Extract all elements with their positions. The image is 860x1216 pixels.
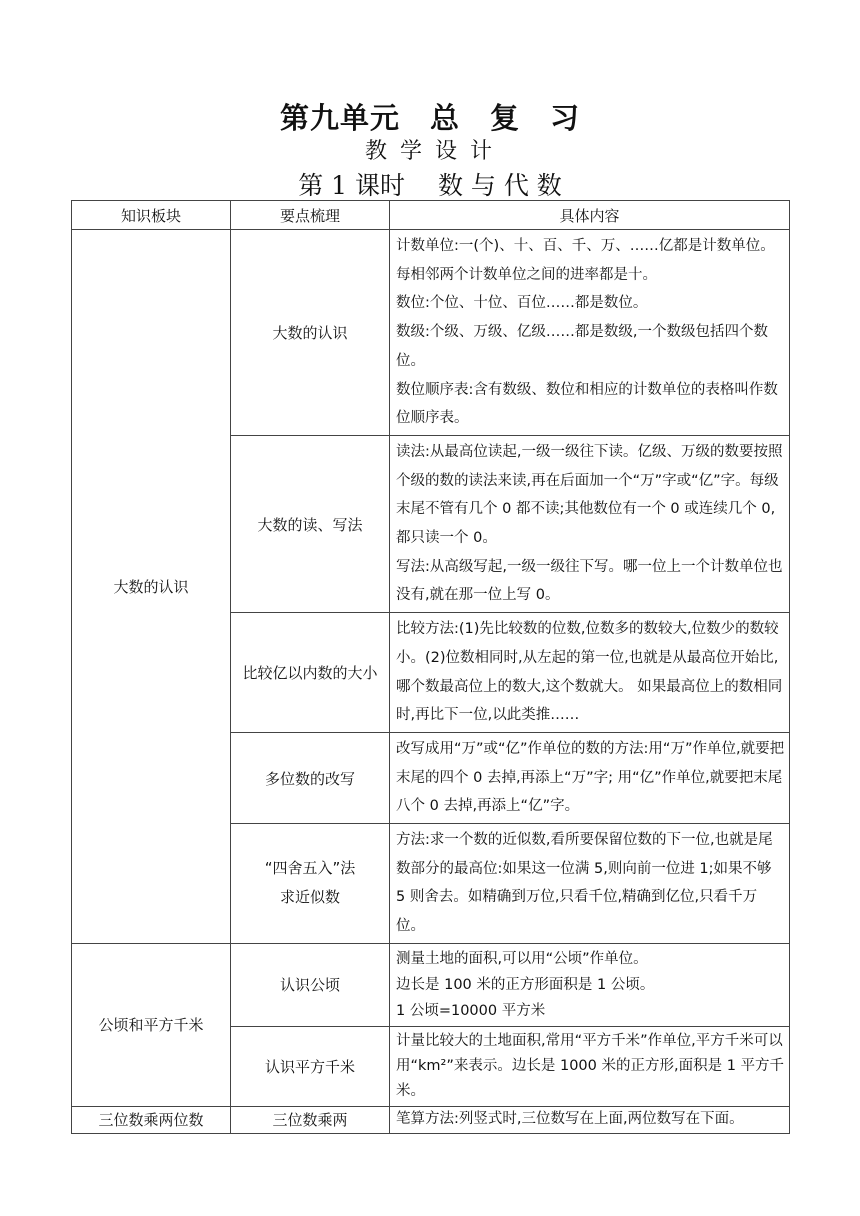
block-cell: 大数的认识 <box>72 230 231 944</box>
content-cell <box>390 230 790 436</box>
review-table <box>71 200 790 1134</box>
content-paragraph: 数级:个级、万级、亿级……都是数级,一个数级包括四个数位。 <box>396 324 768 369</box>
content-cell <box>390 1026 790 1106</box>
content-paragraph: 改写成用“万”或“亿”作单位的数的方法:用“万”作单位,就要把末尾的四个 0 去掉,再添上“万”字; 用“亿”作单位,就要把末尾八个 0 去掉,再添上“亿”字。 <box>396 740 785 815</box>
point-cell: 大数的认识 <box>231 230 390 436</box>
content-paragraph: 数位:个位、十位、百位……都是数位。 <box>396 295 648 312</box>
table-row <box>72 943 790 1026</box>
content-paragraph: 方法:求一个数的近似数,看所要保留位数的下一位,也就是尾数部分的最高位:如果这一位满 5,则向前一位进 1;如果不够 5 则舍去。如精确到万位,只看千位,精确到亿位,只看千万位。 <box>396 832 773 935</box>
content-paragraph: 数位顺序表:含有数级、数位和相应的计数单位的表格叫作数位顺序表。 <box>396 381 778 427</box>
point-cell: 比较亿以内数的大小 <box>231 613 390 733</box>
unit-title: 第九单元 总 复 习 <box>279 101 580 135</box>
content-cell <box>390 943 790 1026</box>
point-cell: 认识公顷 <box>231 943 390 1026</box>
point-cell: 大数的读、写法 <box>231 435 390 612</box>
header-content: 具体内容 <box>390 201 790 230</box>
content-cell <box>390 435 790 612</box>
point-cell: “四舍五入”法 求近似数 <box>231 824 390 944</box>
content-paragraph: 测量土地的面积,可以用“公顷”作单位。 <box>396 950 648 967</box>
content-paragraph: 笔算方法:列竖式时,三位数写在上面,两位数写在下面。 <box>396 1110 744 1127</box>
content-paragraph: 边长是 100 米的正方形面积是 1 公顷。 <box>396 976 655 993</box>
block-cell: 三位数乘两位数 <box>72 1106 231 1133</box>
content-paragraph: 比较方法:(1)先比较数的位数,位数多的数较大,位数少的数较小。(2)位数相同时,从左起的第一位,也就是从最高位开始比,哪个数最高位上的数大,这个数就大。 如果最高位上的数相同时,再比下一位,以此类推…… <box>396 621 783 724</box>
content-paragraph: 计量比较大的土地面积,常用“平方千米”作单位,平方千米可以用“km²”来表示。边长是 1000 米的正方形,面积是 1 平方千米。 <box>396 1032 785 1099</box>
content-cell <box>390 613 790 733</box>
table-row <box>72 230 790 436</box>
content-paragraph: 计数单位:一(个)、十、百、千、万、……亿都是计数单位。每相邻两个计数单位之间的进率都是十。 <box>396 238 775 283</box>
point-cell: 三位数乘两 <box>231 1106 390 1133</box>
point-cell: 多位数的改写 <box>231 732 390 823</box>
lesson-title: 第 1 课时 数 与 代 数 <box>298 171 562 200</box>
content-paragraph: 读法:从最高位读起,一级一级往下读。亿级、万级的数要按照个级的数的读法来读,再在后面加一个“万”字或“亿”字。每级末尾不管有几个 0 都不读;其他数位有一个 0 或连续几个 0,都只读一个 0。 <box>396 443 783 547</box>
content-cell <box>390 732 790 823</box>
design-subtitle: 教 学 设 计 <box>365 139 495 164</box>
block-cell: 公顷和平方千米 <box>72 943 231 1106</box>
point-cell: 认识平方千米 <box>231 1026 390 1106</box>
header-block: 知识板块 <box>72 201 231 230</box>
table-header-row <box>72 201 790 230</box>
content-paragraph: 1 公顷=10000 平方米 <box>396 1002 546 1019</box>
header-points: 要点梳理 <box>231 201 390 230</box>
table-row <box>72 1106 790 1133</box>
content-cell <box>390 1106 790 1133</box>
content-cell <box>390 824 790 944</box>
content-paragraph: 写法:从高级写起,一级一级往下写。哪一位上一个计数单位也没有,就在那一位上写 0。 <box>396 558 783 604</box>
